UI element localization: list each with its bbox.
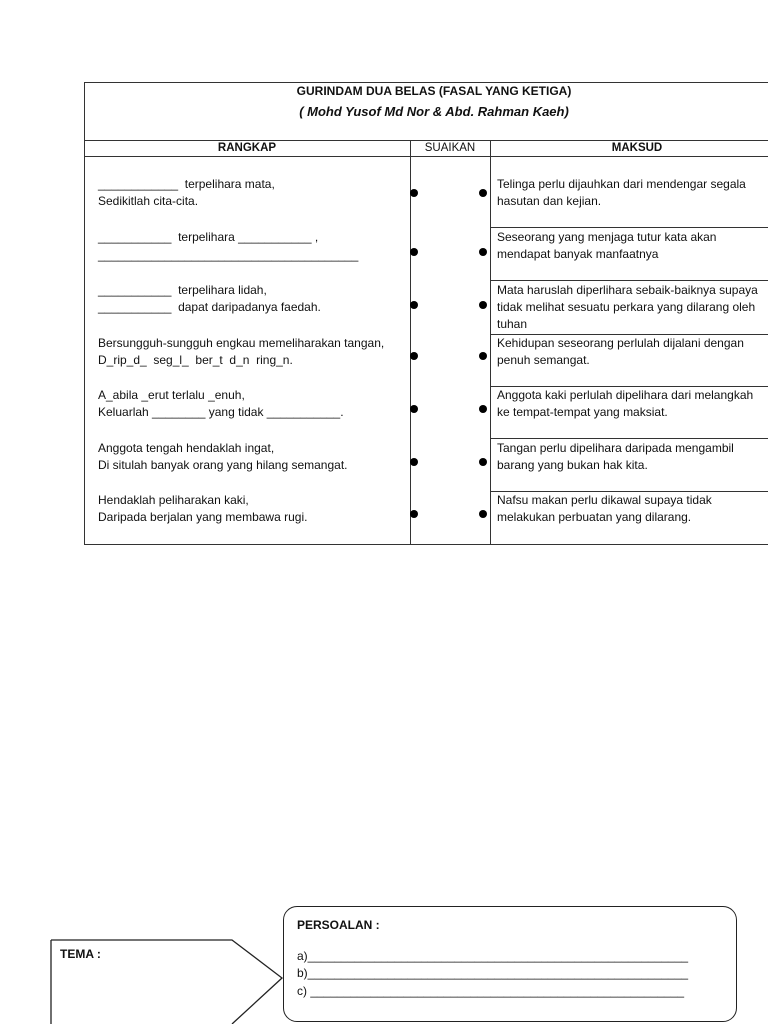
rangkap-line[interactable]: Keluarlah ________ yang tidak ___________.	[98, 405, 344, 419]
maksud-row-separator	[490, 280, 768, 281]
maksud-line: barang yang bukan hak kita.	[497, 458, 648, 472]
match-dot-left[interactable]	[410, 248, 418, 256]
maksud-line: ke tempat-tempat yang maksiat.	[497, 405, 668, 419]
gurindam-worksheet-table	[84, 82, 768, 545]
rangkap-line[interactable]: _______________________________________	[98, 248, 359, 262]
tema-label: TEMA :	[60, 947, 101, 961]
suaikan-divider	[490, 140, 491, 545]
maksud-line: mendapat banyak manfaatnya	[497, 247, 659, 261]
match-dot-left[interactable]	[410, 301, 418, 309]
maksud-line: Tangan perlu dipelihara daripada mengambil	[497, 441, 734, 455]
persoalan-answer-line[interactable]: b)_________________________________________________________	[297, 966, 689, 980]
maksud-line: Nafsu makan perlu dikawal supaya tidak	[497, 493, 712, 507]
rangkap-line: Bersungguh-sungguh engkau memeliharakan tangan,	[98, 336, 385, 350]
maksud-row-separator	[490, 227, 768, 228]
persoalan-answer-line[interactable]: a)_________________________________________________________	[297, 949, 689, 963]
match-dot-right[interactable]	[479, 510, 487, 518]
tema-arrow-box[interactable]	[0, 930, 300, 1024]
maksud-row-separator	[490, 438, 768, 439]
persoalan-answer-line[interactable]: c) ________________________________________________________	[297, 984, 685, 998]
rangkap-line[interactable]: ___________ terpelihara ___________ ,	[98, 230, 319, 244]
match-dot-right[interactable]	[479, 248, 487, 256]
worksheet-title: GURINDAM DUA BELAS (FASAL YANG KETIGA)	[296, 84, 572, 98]
rangkap-divider	[410, 140, 411, 545]
worksheet-authors: ( Mohd Yusof Md Nor & Abd. Rahman Kaeh)	[299, 104, 569, 119]
column-header-maksud: MAKSUD	[611, 142, 663, 154]
column-header-suaikan: SUAIKAN	[424, 142, 476, 154]
maksud-line: melakukan perbuatan yang dilarang.	[497, 510, 692, 524]
maksud-line: Seseorang yang menjaga tutur kata akan	[497, 230, 717, 244]
maksud-line: Mata haruslah diperlihara sebaik-baiknya supaya	[497, 283, 758, 297]
maksud-line: penuh semangat.	[497, 353, 590, 367]
maksud-line: tidak melihat sesuatu perkara yang dilarang oleh	[497, 300, 756, 314]
rangkap-line: Di situlah banyak orang yang hilang semangat.	[98, 458, 348, 472]
column-header-rangkap: RANGKAP	[217, 142, 277, 154]
match-dot-left[interactable]	[410, 189, 418, 197]
match-dot-right[interactable]	[479, 458, 487, 466]
rangkap-line[interactable]: D_rip_d_ seg_l_ ber_t d_n ring_n.	[98, 353, 293, 367]
maksud-line: Anggota kaki perlulah dipelihara dari melangkah	[497, 388, 754, 402]
match-dot-right[interactable]	[479, 352, 487, 360]
match-dot-right[interactable]	[479, 189, 487, 197]
match-dot-left[interactable]	[410, 352, 418, 360]
maksud-line: Telinga perlu dijauhkan dari mendengar segala	[497, 177, 746, 191]
rangkap-line: Anggota tengah hendaklah ingat,	[98, 441, 275, 455]
persoalan-label: PERSOALAN :	[297, 918, 380, 932]
rangkap-line[interactable]: ___________ terpelihara lidah,	[98, 283, 267, 297]
rangkap-line: Sedikitlah cita-cita.	[98, 194, 199, 208]
match-dot-left[interactable]	[410, 510, 418, 518]
rangkap-line[interactable]: A_abila _erut terlalu _enuh,	[98, 388, 245, 402]
rangkap-line[interactable]: ___________ dapat daripadanya faedah.	[98, 300, 321, 314]
maksud-line: tuhan	[497, 317, 528, 331]
match-dot-left[interactable]	[410, 458, 418, 466]
match-dot-left[interactable]	[410, 405, 418, 413]
rangkap-line: Daripada berjalan yang membawa rugi.	[98, 510, 308, 524]
rangkap-line[interactable]: ____________ terpelihara mata,	[98, 177, 275, 191]
maksud-line: hasutan dan kejian.	[497, 194, 602, 208]
rangkap-line: Hendaklah peliharakan kaki,	[98, 493, 249, 507]
match-dot-right[interactable]	[479, 301, 487, 309]
table-bottom-border	[84, 544, 768, 545]
match-dot-right[interactable]	[479, 405, 487, 413]
maksud-line: Kehidupan seseorang perlulah dijalani dengan	[497, 336, 744, 350]
